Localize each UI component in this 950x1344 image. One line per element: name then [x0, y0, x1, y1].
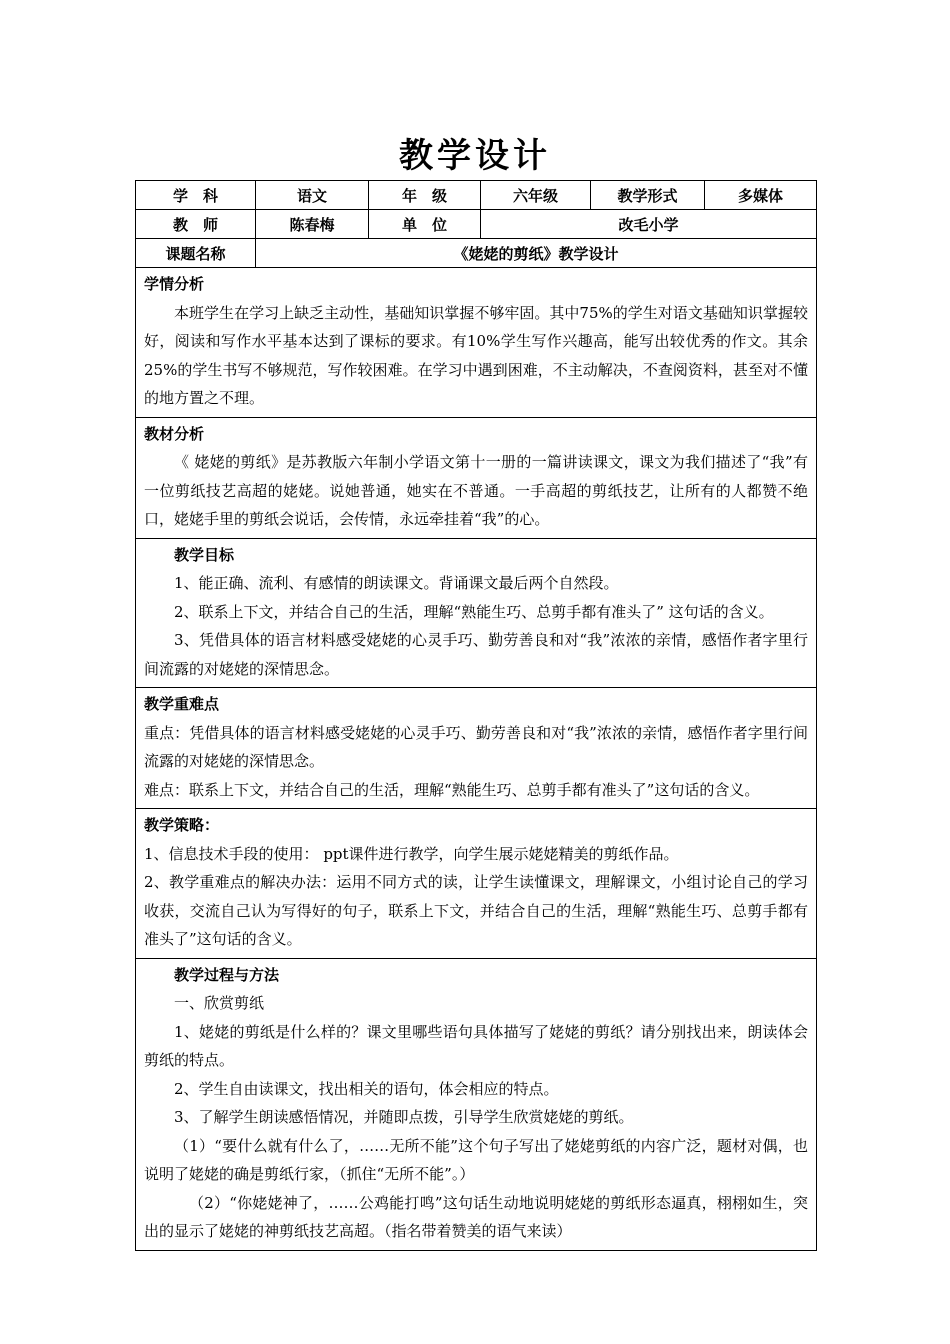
- section-zhongnan: [136, 688, 817, 809]
- topic-value: 《姥姥的剪纸》教学设计: [256, 239, 817, 268]
- teacher-label: 教 师: [136, 210, 256, 239]
- lesson-plan-table: [135, 180, 817, 1251]
- guocheng-item: 2、学生自由读课文，找出相关的语句，体会相应的特点。: [174, 1079, 559, 1098]
- jiaocai-text: 《 姥姥的剪纸》是苏教版六年制小学语文第十一册的一篇讲读课文，课文为我们描述了“我”有一位剪纸技艺高超的姥姥。说她普通，她实在不普通。一手高超的剪纸技艺，让所有的人都赞不绝口，姥姥手里的剪纸会说话，会传情，永远牵挂着“我”的心。: [144, 453, 808, 528]
- guocheng-item: 一、欣赏剪纸: [174, 994, 265, 1012]
- section-xueqing: [136, 268, 817, 418]
- unit-value: 改毛小学: [481, 210, 817, 239]
- guocheng-item: （1）“要什么就有什么了，……无所不能”这个句子写出了姥姥剪纸的内容广泛，题材对偶，也说明了姥姥的确是剪纸行家，（抓住“无所不能”。）: [144, 1136, 808, 1183]
- subject-value: 语文: [256, 181, 369, 210]
- format-value: 多媒体: [705, 181, 817, 210]
- section-mubiao: [136, 538, 817, 688]
- unit-label: 单 位: [369, 210, 481, 239]
- mubiao-item: 1、能正确、流利、有感情的朗读课文。背诵课文最后两个自然段。: [174, 574, 619, 592]
- guocheng-item: （2）“你姥姥神了，……公鸡能打鸣”这句话生动地说明姥姥的剪纸形态逼真，栩栩如生，突出的显示了姥姥的神剪纸技艺高超。（指名带着赞美的语气来读）: [144, 1193, 808, 1240]
- header-row-3: [136, 239, 817, 268]
- section-guocheng: [136, 958, 817, 1250]
- guocheng-item: 3、了解学生朗读感悟情况，并随即点拨，引导学生欣赏姥姥的剪纸。: [174, 1108, 634, 1126]
- mubiao-heading: 教学目标: [174, 545, 235, 564]
- zhongnan-item: 重点：凭借具体的语言材料感受姥姥的心灵手巧、勤劳善良和对“我”浓浓的亲情，感悟作者字里行间流露的对姥姥的深情思念。: [144, 723, 808, 770]
- guocheng-item: 1、姥姥的剪纸是什么样的？课文里哪些语句具体描写了姥姥的剪纸？请分别找出来，朗读体会剪纸的特点。: [144, 1022, 808, 1069]
- mubiao-item: 2、联系上下文，并结合自己的生活，理解“熟能生巧、总剪手都有准头了” 这句话的含义。: [174, 602, 774, 621]
- subject-label: 学 科: [136, 181, 256, 210]
- section-jiaocai: [136, 417, 817, 538]
- grade-label: 年 级: [369, 181, 481, 210]
- document-title: 教学设计: [399, 136, 551, 176]
- section-celue: [136, 809, 817, 959]
- mubiao-item: 3、凭借具体的语言材料感受姥姥的心灵手巧、勤劳善良和对“我”浓浓的亲情，感悟作者字里行间流露的对姥姥的深情思念。: [144, 631, 808, 678]
- zhongnan-item: 难点：联系上下文，并结合自己的生活，理解“熟能生巧、总剪手都有准头了”这句话的含义。: [144, 780, 760, 799]
- grade-value: 六年级: [481, 181, 591, 210]
- guocheng-heading: 教学过程与方法: [174, 965, 280, 984]
- celue-item: 2、教学重难点的解决办法：运用不同方式的读，让学生读懂课文，理解课文，小组讨论自己的学习收获，交流自己认为写得好的句子，联系上下文，并结合自己的生活，理解“熟能生巧、总剪手都有准头了”这句话的含义。: [144, 873, 808, 948]
- xueqing-heading: 学情分析: [144, 275, 205, 293]
- xueqing-text: 本班学生在学习上缺乏主动性，基础知识掌握不够牢固。其中75%的学生对语文基础知识掌握较好，阅读和写作水平基本达到了课标的要求。有10%学生写作兴趣高，能写出较优秀的作文。其余25%的学生书写不够规范，写作较困难。在学习中遇到困难，不主动解决，不查阅资料，甚至对不懂的地方置之不理。: [144, 303, 808, 407]
- format-label: 教学形式: [591, 181, 705, 210]
- zhongnan-heading: 教学重难点: [144, 695, 220, 713]
- teacher-value: 陈春梅: [256, 210, 369, 239]
- topic-label: 课题名称: [136, 239, 256, 268]
- jiaocai-heading: 教材分析: [144, 424, 205, 443]
- header-row-1: [136, 181, 817, 210]
- celue-item: 1、信息技术手段的使用： ppt课件进行教学，向学生展示姥姥精美的剪纸作品。: [144, 844, 679, 863]
- celue-heading: 教学策略：: [144, 816, 220, 834]
- header-row-2: [136, 210, 817, 239]
